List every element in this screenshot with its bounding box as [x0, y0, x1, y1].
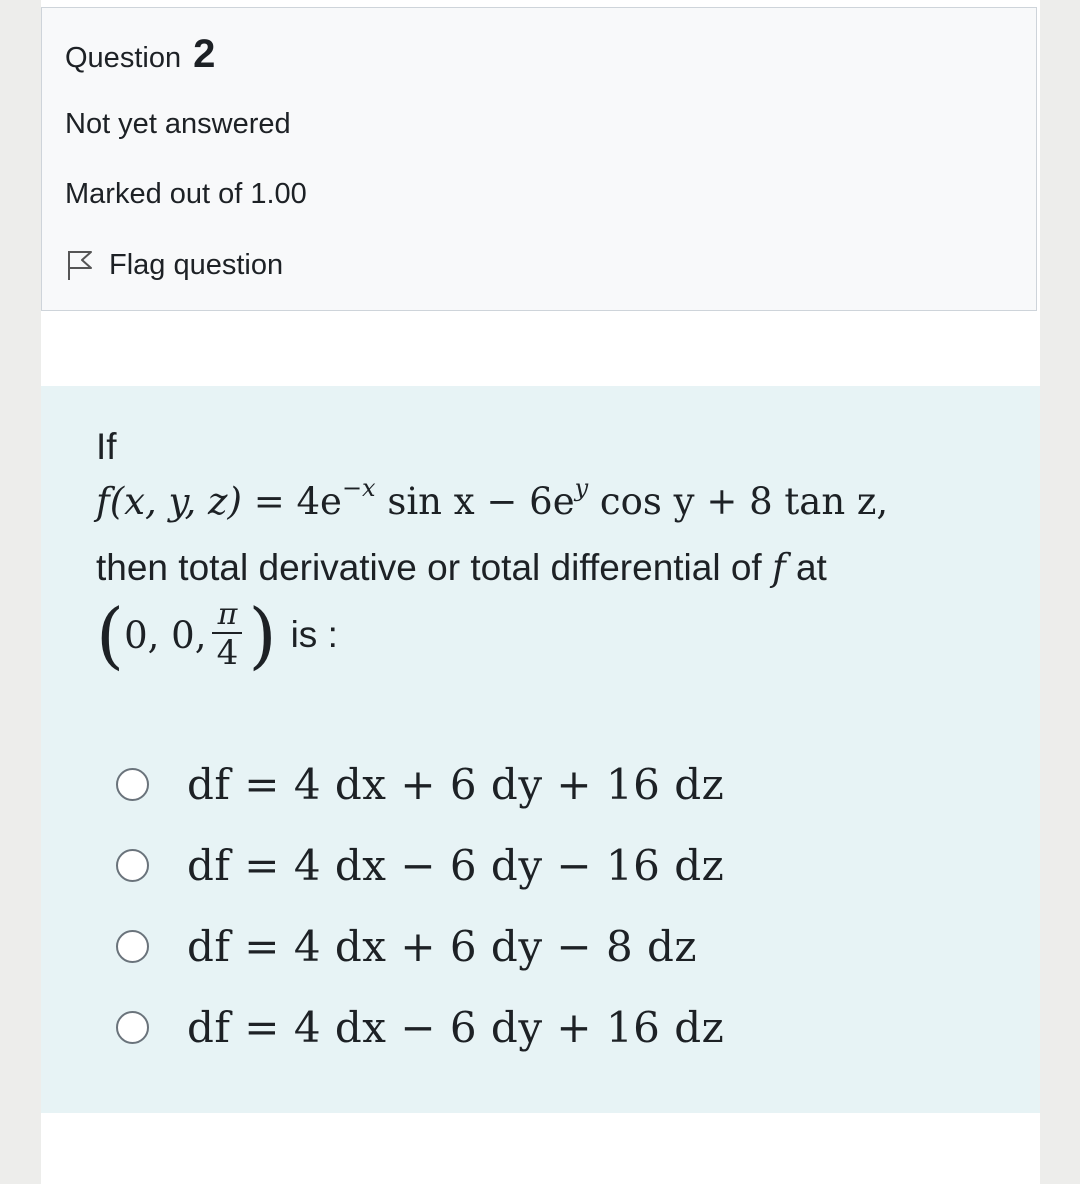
answer-option[interactable] [116, 987, 724, 1068]
point-prefix: 0, 0, [124, 613, 207, 657]
sentence-text: then total derivative or total differential of [96, 547, 772, 588]
exponent-1: −x [341, 474, 376, 502]
function-rhs: = 4e [253, 480, 342, 523]
pi-over-four-fraction [212, 598, 242, 672]
flag-icon [65, 248, 95, 282]
answer-label: df = 4 dx + 6 dy + 16 dz [187, 760, 725, 809]
evaluation-point [96, 593, 338, 677]
question-label: Question [65, 42, 182, 74]
answer-label: df = 4 dx − 6 dy − 16 dz [187, 841, 725, 890]
question-grade: Marked out of 1.00 [65, 178, 307, 210]
fraction-numerator: π [217, 597, 238, 632]
question-info-panel [41, 7, 1037, 311]
flag-question-label: Flag question [109, 248, 284, 281]
radio-button[interactable] [116, 930, 149, 963]
answer-option[interactable] [116, 744, 724, 825]
radio-button[interactable] [116, 768, 149, 801]
question-sentence [96, 546, 827, 589]
fraction-denominator: 4 [216, 633, 239, 673]
question-number: 2 [193, 32, 216, 76]
function-part-2: sin x − 6e [375, 480, 575, 523]
point-suffix: is : [290, 614, 338, 655]
radio-button[interactable] [116, 849, 149, 882]
function-lhs: f(x, y, z) [96, 480, 242, 523]
function-part-3: cos y + 8 tan z, [588, 480, 889, 523]
answer-option[interactable] [116, 906, 724, 987]
left-paren: ( [96, 593, 125, 677]
flag-question-link[interactable] [65, 248, 283, 282]
answer-label: df = 4 dx + 6 dy − 8 dz [187, 922, 698, 971]
question-state: Not yet answered [65, 108, 291, 140]
answer-options [116, 744, 724, 1068]
sentence-var: f [772, 546, 786, 589]
question-title [65, 32, 215, 77]
radio-button[interactable] [116, 1011, 149, 1044]
answer-option[interactable] [116, 825, 724, 906]
question-intro: If [96, 426, 117, 467]
function-definition [96, 474, 888, 523]
sentence-end: at [785, 547, 827, 588]
answer-label: df = 4 dx − 6 dy + 16 dz [187, 1003, 725, 1052]
right-paren: ) [248, 593, 277, 677]
question-content-panel [41, 386, 1040, 1113]
exponent-2: y [574, 474, 589, 502]
